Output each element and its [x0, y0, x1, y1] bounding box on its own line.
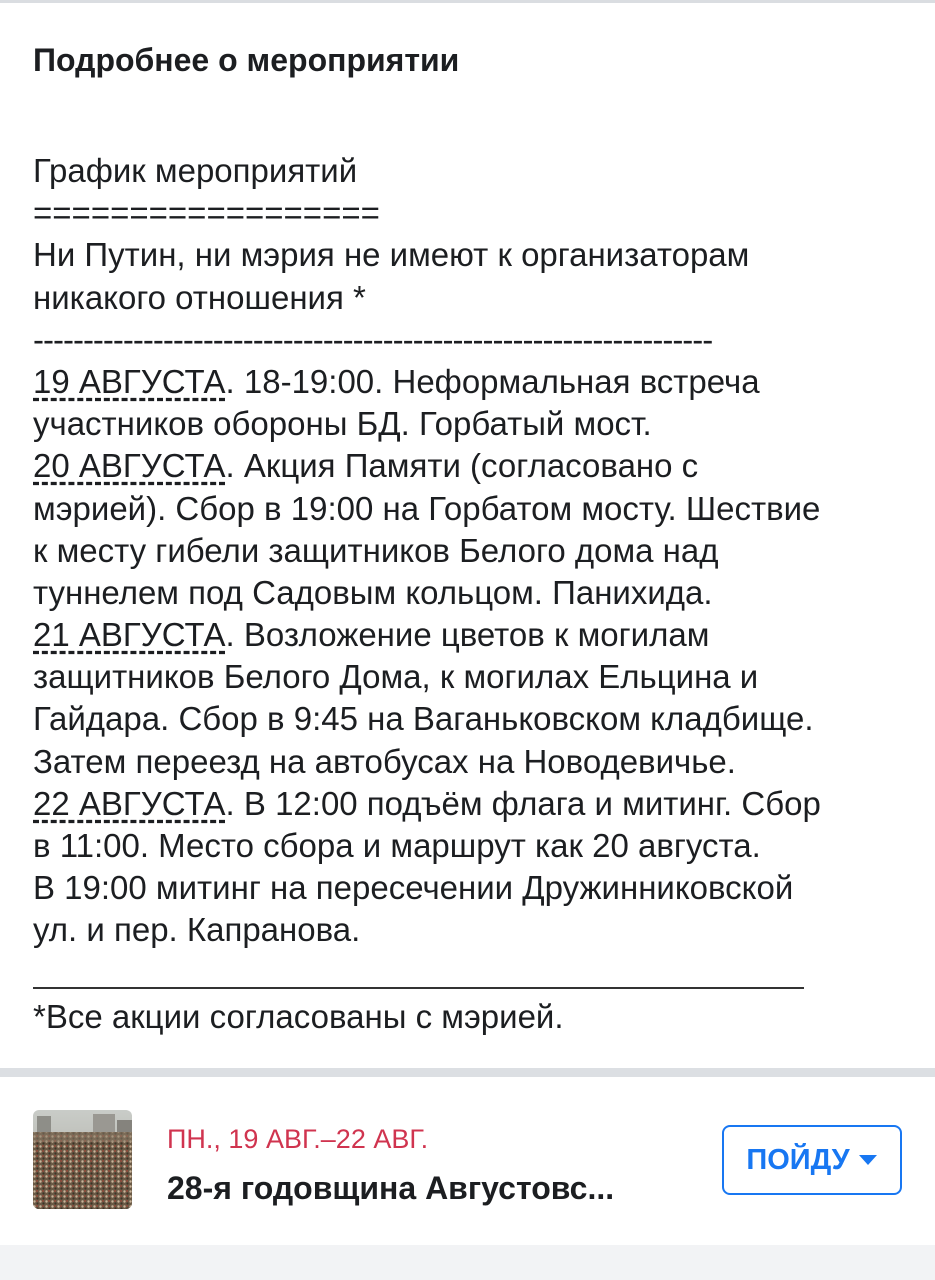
day-line-22: [33, 783, 923, 825]
desc-line: в 11:00. Место сбора и маршрут как 20 августа.: [33, 827, 761, 864]
system-nav-bar: [0, 1245, 935, 1280]
desc-line: ==================: [33, 194, 380, 232]
section-separator: [0, 1068, 935, 1077]
day-date-22: 22 АВГУСТА: [33, 784, 226, 822]
event-name[interactable]: 28-я годовщина Августовс...: [167, 1170, 615, 1206]
day-date-19: 19 АВГУСТА: [33, 362, 226, 400]
day-text-19: . 18-19:00. Неформальная встреча: [225, 362, 760, 400]
day-text-22: . В 12:00 подъём флага и митинг. Сбор: [225, 784, 821, 822]
top-divider: [0, 0, 935, 3]
day-date-20: 20 АВГУСТА: [33, 447, 226, 485]
footnote-rule: [33, 987, 804, 989]
desc-line: мэрией). Сбор в 19:00 на Горбатом мосту. Шествие: [33, 489, 821, 527]
crowd-photo-icon: [33, 1110, 132, 1209]
desc-line: --------------------------------------------------------------------: [33, 320, 713, 358]
event-thumbnail[interactable]: [33, 1110, 132, 1209]
desc-line: Затем переезд на автобусах на Новодевичье.: [33, 742, 736, 780]
going-button[interactable]: [722, 1125, 902, 1195]
desc-line: участников обороны БД. Горбатый мост.: [33, 405, 652, 443]
desc-line: Гайдара. Сбор в 9:45 на Ваганьковском кладбище.: [33, 700, 814, 738]
day-text-20: . Акция Памяти (согласовано с: [225, 447, 699, 485]
day-text-21: . Возложение цветов к могилам: [225, 616, 710, 654]
desc-line: В 19:00 митинг на пересечении Дружинниковской: [33, 869, 794, 907]
desc-line: График мероприятий: [33, 152, 358, 189]
desc-line: Ни Путин, ни мэрия не имеют к организаторам: [33, 236, 750, 274]
desc-line: ул. и пер. Капранова.: [33, 911, 361, 949]
desc-line: туннелем под Садовым кольцом. Панихида.: [33, 573, 713, 611]
day-line-21: [33, 614, 923, 656]
desc-line: защитников Белого Дома, к могилах Ельцина и: [33, 658, 759, 696]
desc-line: никакого отношения *: [33, 278, 366, 316]
event-date-range: ПН., 19 АВГ.–22 АВГ.: [167, 1124, 429, 1154]
desc-line: к месту гибели защитников Белого дома над: [33, 531, 719, 569]
event-description: [33, 150, 923, 952]
day-line-20: [33, 445, 923, 487]
section-title: Подробнее о мероприятии: [33, 42, 460, 78]
caret-down-icon: [858, 1154, 878, 1166]
going-button-label: ПОЙДУ: [746, 1143, 850, 1176]
day-line-19: [33, 361, 923, 403]
footnote: *Все акции согласованы с мэрией.: [33, 998, 564, 1035]
day-date-21: 21 АВГУСТА: [33, 616, 226, 654]
